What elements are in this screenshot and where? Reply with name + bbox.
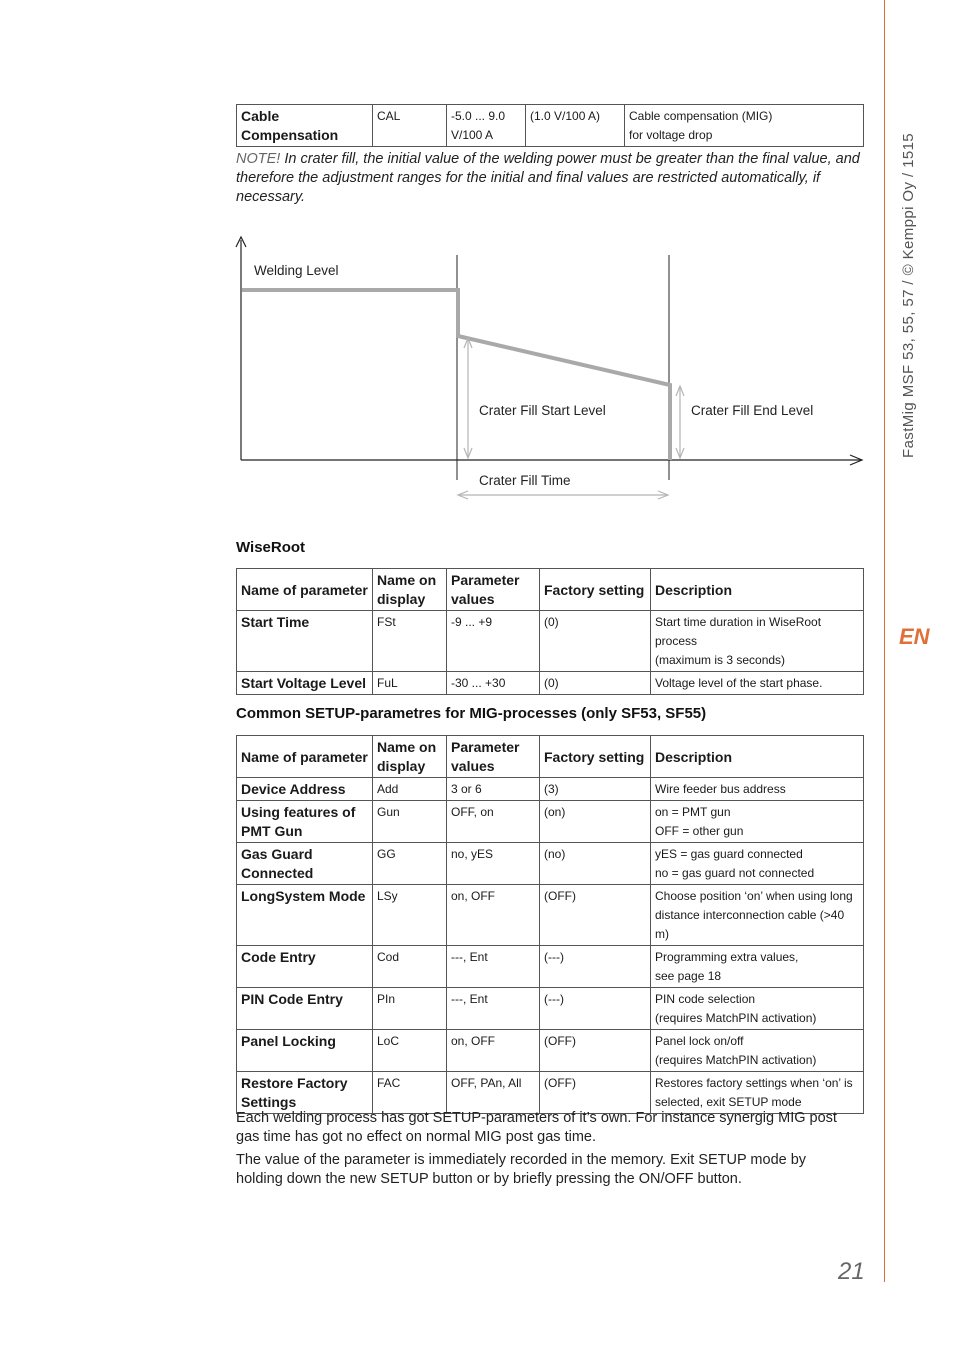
- param-values: on, OFF: [447, 1030, 540, 1072]
- param-name: LongSystem Mode: [237, 885, 373, 946]
- param-factory: (---): [540, 988, 651, 1030]
- param-factory: (no): [540, 843, 651, 885]
- param-display: Add: [373, 778, 447, 801]
- param-description: [625, 105, 864, 147]
- col-header-values: Parameter values: [447, 736, 540, 778]
- language-tab: EN: [899, 624, 930, 649]
- page-number: 21: [838, 1258, 865, 1285]
- param-values: ---, Ent: [447, 946, 540, 988]
- desc-line: on = PMT gun: [655, 805, 731, 819]
- table-row: [237, 801, 864, 843]
- param-values: 3 or 6: [447, 778, 540, 801]
- desc-line: Cable compensation (MIG): [629, 109, 773, 123]
- table-row: [237, 843, 864, 885]
- desc-line: see page 18: [655, 969, 722, 983]
- param-description: [651, 672, 864, 695]
- setup-table: [236, 735, 864, 1114]
- param-values: on, OFF: [447, 885, 540, 946]
- param-values: no, yES: [447, 843, 540, 885]
- table-row: [237, 1072, 864, 1114]
- param-values: -30 ... +30: [447, 672, 540, 695]
- body-paragraph: Each welding process has got SETUP-parameters of it’s own. For instance synergig MIG post gas time has got no effect on normal MIG post gas time.: [236, 1110, 837, 1145]
- table-header-row: [237, 569, 864, 611]
- desc-line: Wire feeder bus address: [655, 782, 786, 796]
- param-name: PIN Code Entry: [237, 988, 373, 1030]
- param-display: FSt: [373, 611, 447, 672]
- param-description: [651, 801, 864, 843]
- param-values: -5.0 ... 9.0 V/100 A: [447, 105, 526, 147]
- desc-line: distance interconnection cable (>40 m): [655, 908, 845, 941]
- table-row: [237, 672, 864, 695]
- desc-line: yES = gas guard connected: [655, 847, 803, 861]
- param-factory: (---): [540, 946, 651, 988]
- desc-line: Voltage level of the start phase.: [655, 676, 823, 690]
- table-row: [237, 885, 864, 946]
- document-footer-vertical: FastMig MSF 53, 55, 57 / © Kemppi Oy / 1515: [900, 132, 917, 458]
- param-name: Code Entry: [237, 946, 373, 988]
- param-factory: (OFF): [540, 885, 651, 946]
- table-row: [237, 946, 864, 988]
- param-display: Cod: [373, 946, 447, 988]
- desc-line: selected, exit SETUP mode: [655, 1095, 802, 1109]
- desc-line: Panel lock on/off: [655, 1034, 744, 1048]
- param-factory: (3): [540, 778, 651, 801]
- table-row: [237, 1030, 864, 1072]
- col-header-display: Name on display: [373, 736, 447, 778]
- param-description: [651, 843, 864, 885]
- param-values: OFF, PAn, All: [447, 1072, 540, 1114]
- param-name: Restore Factory Settings: [237, 1072, 373, 1114]
- param-name: Start Time: [237, 611, 373, 672]
- param-name: Panel Locking: [237, 1030, 373, 1072]
- table-header-row: [237, 736, 864, 778]
- param-display: LoC: [373, 1030, 447, 1072]
- col-header-display: Name on display: [373, 569, 447, 611]
- welding-level-curve: [242, 290, 670, 460]
- param-display: Gun: [373, 801, 447, 843]
- col-header-factory: Factory setting: [540, 736, 651, 778]
- col-header-name: Name of parameter: [237, 736, 373, 778]
- crater-fill-note: [236, 150, 863, 207]
- param-name: Gas Guard Connected: [237, 843, 373, 885]
- col-header-values: Parameter values: [447, 569, 540, 611]
- desc-line: no = gas guard not connected: [655, 866, 815, 880]
- note-lead: NOTE!: [236, 151, 281, 167]
- crater-fill-diagram: [230, 230, 870, 510]
- param-name: Cable Compensation: [237, 105, 373, 147]
- param-factory: (1.0 V/100 A): [526, 105, 625, 147]
- welding-level-label: Welding Level: [254, 263, 339, 278]
- param-name: Device Address: [237, 778, 373, 801]
- param-description: [651, 946, 864, 988]
- param-display: FuL: [373, 672, 447, 695]
- param-values: -9 ... +9: [447, 611, 540, 672]
- desc-line: Start time duration in WiseRoot process: [655, 615, 822, 648]
- setup-heading: Common SETUP-parametres for MIG-processes (only SF53, SF55): [236, 705, 707, 722]
- crater-fill-end-label: Crater Fill End Level: [691, 403, 814, 418]
- desc-line: Choose position ‘on’ when using long: [655, 889, 853, 903]
- param-values: ---, Ent: [447, 988, 540, 1030]
- param-display: CAL: [373, 105, 447, 147]
- wiseroot-table: [236, 568, 864, 695]
- desc-line: for voltage drop: [629, 128, 713, 142]
- desc-line: OFF = other gun: [655, 824, 744, 838]
- param-display: FAC: [373, 1072, 447, 1114]
- param-factory: (OFF): [540, 1030, 651, 1072]
- col-header-description: Description: [651, 736, 864, 778]
- crater-fill-start-label: Crater Fill Start Level: [479, 403, 606, 418]
- param-factory: (0): [540, 672, 651, 695]
- param-description: [651, 611, 864, 672]
- desc-line: (requires MatchPIN activation): [655, 1011, 817, 1025]
- body-paragraph: The value of the parameter is immediately recorded in the memory. Exit SETUP mode by holding down the new SETUP button or by briefly pressing the ON/OFF button.: [236, 1152, 807, 1187]
- table-row: [237, 105, 864, 147]
- param-description: [651, 1030, 864, 1072]
- desc-line: Restores factory settings when ‘on’ is: [655, 1076, 853, 1090]
- param-name: Start Voltage Level: [237, 672, 373, 695]
- table-row: [237, 988, 864, 1030]
- desc-line: (requires MatchPIN activation): [655, 1053, 817, 1067]
- param-display: GG: [373, 843, 447, 885]
- param-display: PIn: [373, 988, 447, 1030]
- param-values: OFF, on: [447, 801, 540, 843]
- param-display: LSy: [373, 885, 447, 946]
- param-description: [651, 988, 864, 1030]
- col-header-name: Name of parameter: [237, 569, 373, 611]
- table-row: [237, 611, 864, 672]
- param-description: [651, 885, 864, 946]
- param-name: Using features of PMT Gun: [237, 801, 373, 843]
- desc-line: PIN code selection: [655, 992, 756, 1006]
- param-factory: (on): [540, 801, 651, 843]
- param-description: [651, 1072, 864, 1114]
- desc-line: Programming extra values,: [655, 950, 799, 964]
- table-row: [237, 778, 864, 801]
- note-text: In crater fill, the initial value of the welding power must be greater than the final value, and therefore the adjustment ranges for the initial and final values are restricted automatically, if necessary.: [236, 151, 860, 205]
- col-header-factory: Factory setting: [540, 569, 651, 611]
- col-header-description: Description: [651, 569, 864, 611]
- param-factory: (OFF): [540, 1072, 651, 1114]
- param-description: [651, 778, 864, 801]
- crater-fill-time-label: Crater Fill Time: [479, 473, 571, 488]
- cable-compensation-table: [236, 104, 864, 147]
- wiseroot-heading: WiseRoot: [236, 539, 306, 556]
- param-factory: (0): [540, 611, 651, 672]
- desc-line: (maximum is 3 seconds): [655, 653, 786, 667]
- margin-divider: [884, 0, 885, 1282]
